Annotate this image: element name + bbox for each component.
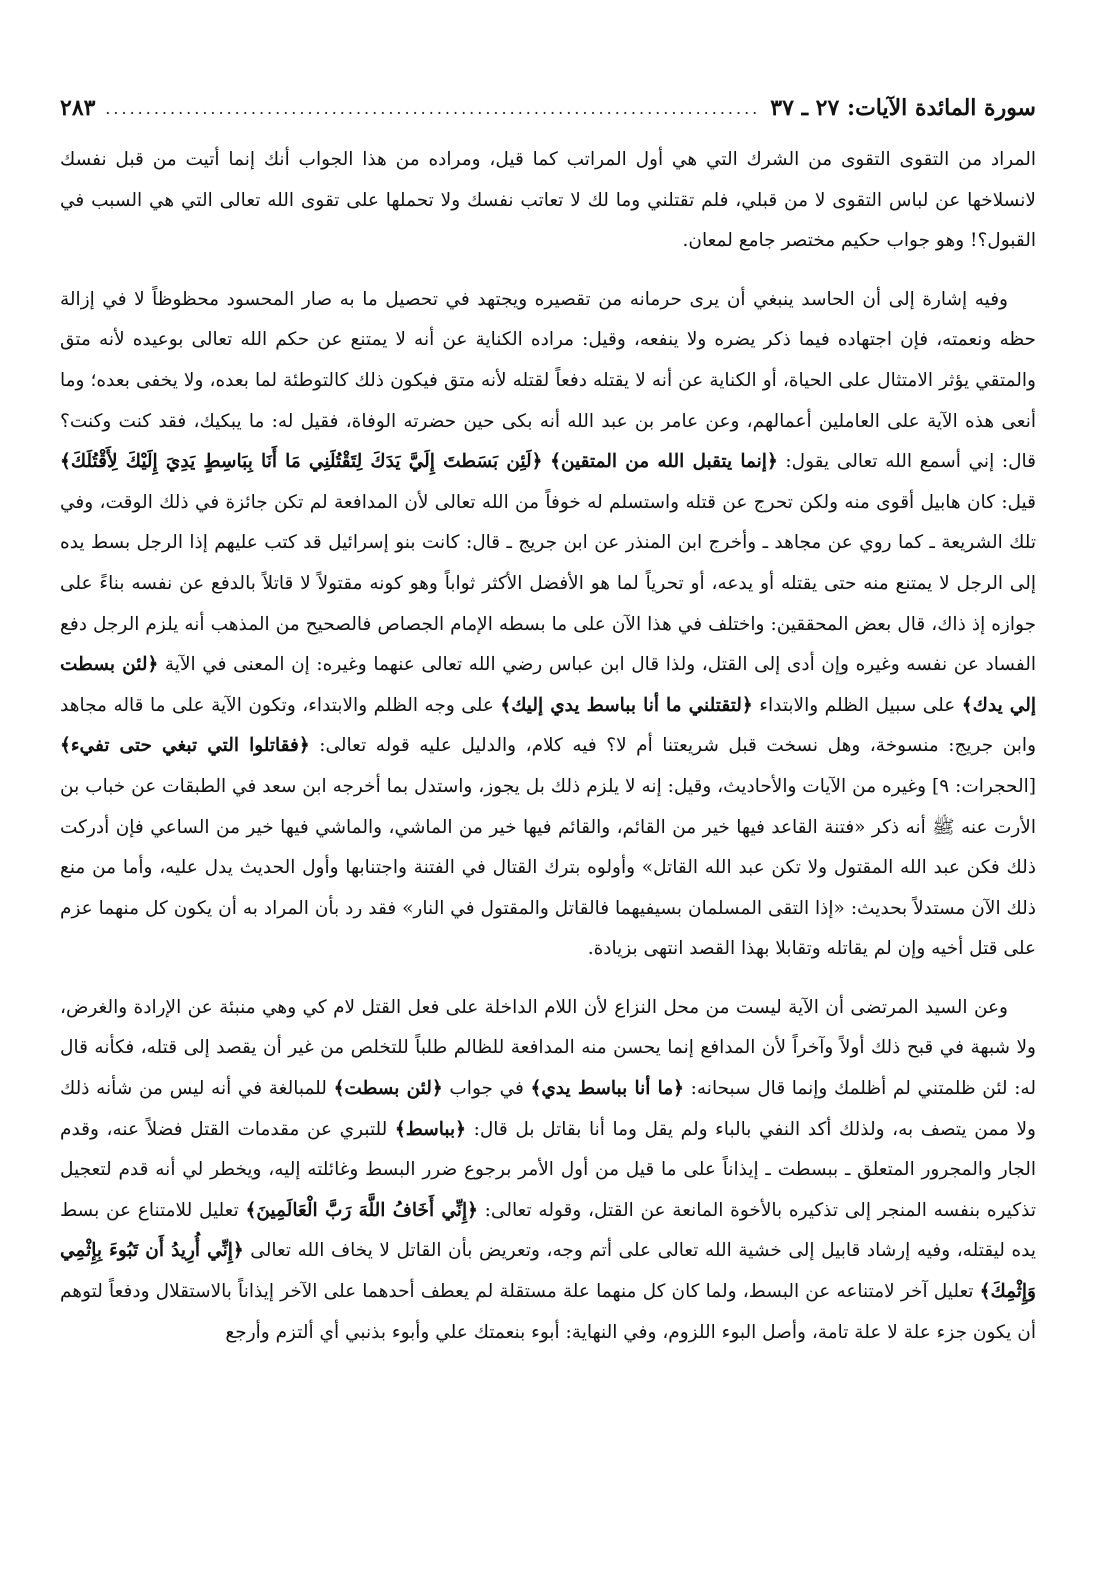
text-run: للتبري عن مقدمات القتل فضلاً عنه، وقدم الجار والمجرور المتعلق ـ ببسطت ـ إيذاناً على ما قيل من أول الأمر برجوع ضرر البسط وغائلته إليه، ويخطر لي أنه قدم لتعجيل تذكيره بنفسه المنجر إلى تذكيره بالأخوة المانعة عن القتل، وقوله تعالى: (60, 1118, 1037, 1221)
paragraph-2 (60, 280, 1036, 970)
page (60, 88, 1036, 1353)
quran-quote: ﴿ما أنا بباسط يدي﴾ (530, 1078, 684, 1100)
header-leader-dots (105, 99, 760, 118)
running-header (60, 88, 1036, 128)
text-run (542, 451, 550, 472)
quran-quote: ﴿لتقتلني ما أنا بباسط يدي إليك﴾ (500, 694, 753, 716)
text-run: وفيه إشارة إلى أن الحاسد ينبغي أن يرى حرمانه من تقصيره ويجتهد في تحصيل ما به صار المحسود محظوظاً لا في إزالة حظه ونعمته، فإن اجتهاده فيما ذكر يضره ولا ينفعه، وقيل: مراده الكناية عن أنه لا يمتنع عن حكم الله تعالى بوعيده لأنه متق والمتقي يؤثر الامتثال على الحياة، أو الكناية عن أنه لا يقتله دفعاً لقتله لأنه متق فيكون ذلك كالتوطئة لما بعده، ولا يخفى بعده؛ وما أنعى هذه الآية على العاملين أعمالهم، وعن عامر بن عبد الله أنه بكى حين حضرته الوفاة، فقيل له: ما يبكيك، فقد كنت وكنت؟ قال: إني أسمع الله تعالى يقول: (60, 288, 1037, 473)
quran-quote: ﴿لئن بسطت﴾ (333, 1078, 443, 1100)
paragraph-1 (60, 140, 1036, 262)
text-run: للمبالغة في أنه ليس من شأنه ذلك ولا ممن يتصف به، ولذلك أكد النفي بالباء ولم يقل وما أنا بقاتل بل قال: (60, 1078, 1036, 1140)
text-run: وعن السيد المرتضى أن الآية ليست من محل النزاع لأن اللام الداخلة على فعل القتل لام كي وهي منبئة عن الإرادة والغرض، ولا شبهة في قبح ذلك أولاً وآخراً لأن المدافع إنما يحسن منه المدافعة للظالم طلباً للتخلص من غير أن يقصد إلى قتله، فكأنه قال له: لئن ظلمتني لم أظلمك وإنما قال سبحانه: (60, 996, 1036, 1100)
quran-quote: ﴿بباسط﴾ (394, 1118, 466, 1140)
page-number: ٢٨٣ (60, 95, 96, 121)
quran-quote: ﴿إنما يتقبل الله من المتقين﴾ (550, 451, 778, 473)
text-run: تعليل آخر لامتناعه عن البسط، ولما كان كل منهما علة مستقلة لم يعطف أحدهما على الآخر إيذاناً بالاستقلال ودفعاً لتوهم أن يكون جزء علة لا علة تامة، وأصل البوء اللزوم، وفي النهاية: أبوء بنعمتك علي وأبوء بذنبي أي ألتزم وأرجع (60, 1281, 1036, 1343)
text-run: المراد من التقوى التقوى من الشرك التي هي أول المراتب كما قيل، ومراده من هذا الجواب أنك إنما أتيت من قبل نفسك لانسلاخها عن لباس التقوى لا من قبلي، فلم تقتلني وما لك لا تعاتب نفسك ولا تحملها على تقوى الله تعالى التي هي السبب في القبول؟! وهو جواب حكيم مختصر جامع لمعان. (60, 149, 1036, 252)
text-run: [الحجرات: ٩] وغيره من الآيات والأحاديث، وقيل: إنه لا يلزم ذلك بل يجوز، واستدل بما أخرجه ابن سعد في الطبقات عن خباب بن الأرت عنه ﷺ أنه ذكر «فتنة القاعد فيها خير من القائم، والقائم فيها خير من الماشي، والماشي فيها خير من الساعي فإن أدركت ذلك فكن عبد الله المقتول ولا تكن عبد الله القاتل» وأولوه بترك القتال في الفتنة واجتنابها وأول الحديث يدل عليه، وأما من منع ذلك الآن مستدلاً بحديث: «إذا التقى المسلمان بسيفيهما فالقاتل والمقتول في النار» فقد رد بأن المراد به أن يكون كل منهما عزم على قتل أخيه وإن لم يقاتله وتقابلا بهذا القصد انتهى بزيادة. (60, 775, 1036, 960)
text-run: على وجه الظلم والابتداء، وتكون الآية على ما قاله مجاهد وابن جريج: منسوخة، وهل نسخت قبل شريعتنا أم لا؟ فيه كلام، والدليل عليه قوله تعالى: (60, 694, 1036, 757)
paragraph-3 (60, 988, 1036, 1353)
quran-quote: ﴿لئن بسطت إلي يدك﴾ (60, 654, 1036, 716)
text-run: في جواب (442, 1078, 531, 1100)
quran-quote: ﴿إِنِّي أُرِيدُ أَن تَبُوءَ بِإِثْمِي وَإِثْمِكَ﴾ (60, 1240, 1036, 1303)
header-title: سورة المائدة الآيات: ٢٧ ـ ٣٧ (770, 95, 1036, 121)
quran-quote: ﴿إِنِّي أَخَافُ اللَّهَ رَبَّ الْعَالَمِينَ﴾ (245, 1199, 478, 1221)
text-run: تعليل للامتناع عن بسط يده ليقتله، وفيه إرشاد قابيل إلى خشية الله تعالى على أتم وجه، وتعريض بأن القاتل لا يخاف الله تعالى (60, 1199, 1036, 1262)
text-run: على سبيل الظلم والابتداء (752, 694, 962, 716)
quran-quote: ﴿لَئِن بَسَطتَ إِلَيَّ يَدَكَ لِتَقْتُلَنِي مَا أَنَا بِبَاسِطٍ يَدِيَ إِلَيْكَ لِأَقْتُلَكَ﴾ (60, 451, 543, 473)
quran-quote: ﴿فقاتلوا التي تبغي حتى تفيء﴾ (60, 735, 310, 757)
text-run: قيل: كان هابيل أقوى منه ولكن تحرج عن قتله واستسلم له خوفاً من الله تعالى لأن المدافعة لم تكن جائزة في ذلك الوقت، وفي تلك الشريعة ـ كما روي عن مجاهد ـ وأخرج ابن المنذر عن ابن جريج ـ قال: كانت بنو إسرائيل قد كتب عليهم إذا الرجل بسط يده إلى الرجل لا يمتنع منه حتى يقتله أو يدعه، أو تحرياً لما هو الأفضل الأكثر ثواباً وهو كونه مقتولاً لا قاتلاً بالدفع عن نفسه بناءً على جوازه إذ ذاك، قال بعض المحققين: واختلف في هذا الآن على ما بسطه الإمام الجصاص فالصحيح من المذهب أنه يلزم الرجل دفع الفساد عن نفسه وغيره وإن أدى إلى القتل، ولذا قال ابن عباس رضي الله تعالى عنهما وغيره: إن المعنى في الآية (60, 491, 1037, 676)
